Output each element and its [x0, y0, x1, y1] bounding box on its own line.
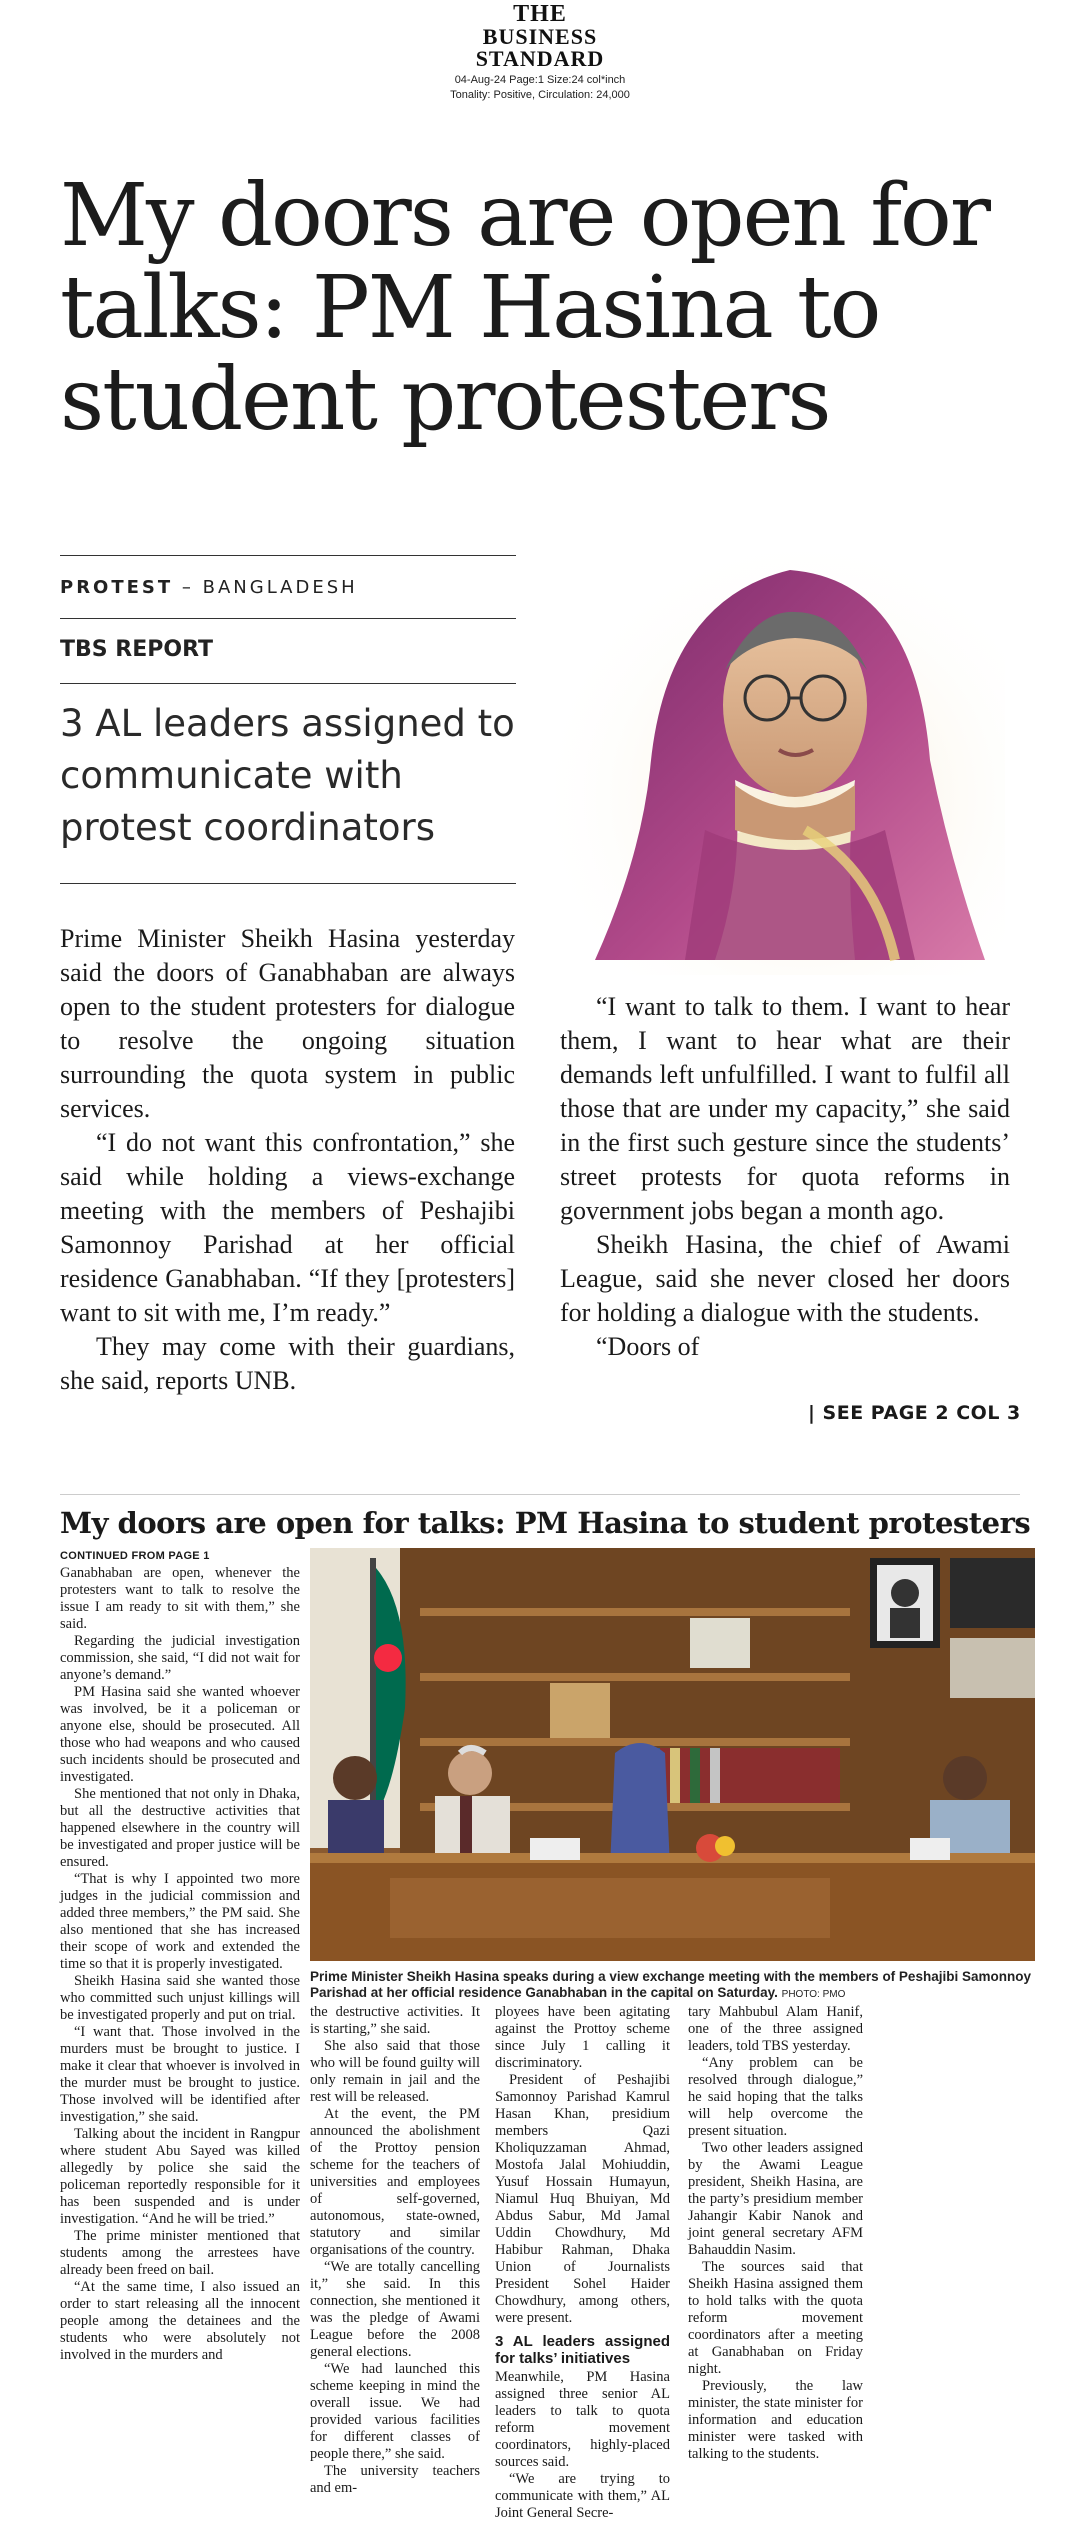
clip-info-line: 04-Aug-24 Page:1 Size:24 col*inch — [454, 74, 626, 86]
logo-line: BUSINESS — [482, 24, 598, 49]
paragraph: Ganabhaban are open, whenever the protesters want to talk to resolve the issue I am ready to sit with them,” she said. — [60, 1565, 300, 1632]
paragraph: “We had launched this scheme keeping in mind the overall issue. We had provided various facilities for different classes of people there,” she said. — [310, 2361, 480, 2462]
article-subhead: 3 AL leaders assigned to communicate with protest coordinators — [60, 702, 515, 849]
continuation-col-3 — [495, 2004, 670, 2522]
article-headline: My doors are open for talks: PM Hasina to student protesters — [60, 166, 989, 450]
clip-info-line: Tonality: Positive, Circulation: 24,000 — [450, 89, 630, 101]
photo-credit: PHOTO: PMO — [781, 1989, 846, 2000]
paragraph: “At the same time, I also issued an order to start releasing all the innocent people among the detainees and the students who were absolutely not involved in the murders and — [60, 2279, 300, 2363]
divider — [60, 683, 516, 684]
article-body-right — [560, 990, 1010, 1364]
paragraph: She also said that those who will be found guilty will only remain in jail and the rest will be released. — [310, 2038, 480, 2105]
paragraph: They may come with their guardians, she said, reports UNB. — [60, 1332, 515, 1395]
paragraph: ployees have been agitating against the Prottoy scheme since July 1 calling it discriminatory. — [495, 2004, 670, 2071]
paragraph: Regarding the judicial investigation commission, she said, “I did not wait for anyone’s demand.” — [60, 1633, 300, 1683]
see-page-jump: | SEE PAGE 2 COL 3 — [808, 1402, 1021, 1424]
byline: TBS REPORT — [60, 637, 214, 662]
continuation-col-1 — [60, 1548, 300, 2364]
divider — [60, 1494, 1020, 1495]
paragraph: “That is why I appointed two more judges in the judicial commission and added three members,” the PM said. She also mentioned that she has increased their scope of work and extended the time so that it is properly investigated. — [60, 1871, 300, 1972]
paragraph: “Doors of — [596, 1332, 700, 1361]
paragraph: President of Peshajibi Samonnoy Parishad Kamrul Hasan Khan, presidium members Qazi Kholiquzzaman Ahmad, Mostofa Jalal Mohiuddin, Yusuf Hossain Humayun, Niamul Huq Bhuiyan, Md Abdus Sabur, Md Jamal Uddin Chowdhury, Md Habibur Rahman, Dhaka Union of Journalists President Sohel Haider Chowdhury, among others, were present. — [495, 2072, 670, 2326]
paragraph: “I want to talk to them. I want to hear them, I want to hear what are their demands left unfulfilled. I want to fulfil all those that are under my capacity,” she said in the first such gesture since the students’ street protests for quota reforms in government jobs began a month ago. — [560, 992, 1010, 1225]
caption-text: Prime Minister Sheikh Hasina speaks during a view exchange meeting with the members of Peshajibi Samonnoy Parishad at her official residence Ganabhaban in the capital on Saturday. — [310, 1969, 1031, 2000]
logo-line: STANDARD — [475, 46, 605, 71]
masthead — [0, 2, 1080, 103]
paragraph: “We are totally cancelling it,” she said. In this connection, she mentioned it was the pledge of Awami League before the 2008 general elections. — [310, 2259, 480, 2360]
paragraph: “We are trying to communicate with them,” AL Joint General Secre- — [495, 2471, 670, 2521]
paragraph: “Any problem can be resolved through dialogue,” he said hoping that the talks will help overcome the present situation. — [688, 2055, 863, 2139]
paragraph: Sheikh Hasina, the chief of Awami League, said she never closed her doors for holding a dialogue with the students. — [560, 1230, 1010, 1327]
paragraph: The sources said that Sheikh Hasina assigned them to hold talks with the quota reform movement coordinators after a meeting at Ganabhaban on Friday night. — [688, 2259, 863, 2377]
paragraph: Two other leaders assigned by the Awami League president, Sheikh Hasina, are the party’s presidium member Jahangir Kabir Nanok and joint general secretary AFM Bahauddin Nasim. — [688, 2140, 863, 2258]
paragraph: At the event, the PM announced the abolishment of the Prottoy pension scheme for the teachers of universities and employees of self-governed, autonomous, state-owned, statutory and similar organisations of the country. — [310, 2106, 480, 2258]
paragraph: the destructive activities. It is starting,” she said. — [310, 2004, 480, 2037]
article-body-left — [60, 922, 515, 1398]
divider — [60, 618, 516, 619]
paragraph: “I do not want this confrontation,” she said while holding a views-exchange meeting with the members of Peshajibi Samonnoy Parishad at her official residence Ganabhaban. “If they [protesters] want to sit with me, I’m ready.” — [60, 1128, 515, 1327]
divider — [60, 555, 516, 556]
publication-logo — [476, 2, 605, 70]
continuation-col-2 — [310, 2004, 480, 2497]
paragraph: Sheikh Hasina said she wanted those who committed such unjust killings will be investigated properly and put on trial. — [60, 1973, 300, 2023]
kicker — [60, 577, 358, 598]
paragraph: “I want that. Those involved in the murders must be brought to justice. I make it clear that whoever is involved in the murder must be brought to justice. Those involved will be identified after investigation,” she said. — [60, 2024, 300, 2125]
kicker-section: PROTEST — [60, 577, 174, 598]
logo-line: THE — [513, 1, 567, 27]
kicker-topic: BANGLADESH — [202, 577, 358, 598]
continued-label: CONTINUED FROM PAGE 1 — [60, 1550, 210, 1562]
kicker-separator: – — [173, 577, 203, 598]
paragraph: Talking about the incident in Rangpur where student Abu Sayed was killed allegedly by police she said the policeman reportedly responsible for it has been suspended and is under investigation. “And he will be tried.” — [60, 2126, 300, 2227]
paragraph: PM Hasina said she wanted whoever was involved, be it a policeman or anyone else, should be prosecuted. All those who had weapons and who caused such incidents should be prosecuted and investigated. — [60, 1684, 300, 1785]
continuation-col-4 — [688, 2004, 863, 2463]
paragraph: The university teachers and em- — [310, 2463, 480, 2496]
section-subhead: 3 AL leaders assigned for talks’ initiatives — [495, 2333, 670, 2367]
meeting-photo — [310, 1548, 1035, 1961]
continuation-headline: My doors are open for talks: PM Hasina to student protesters — [60, 1506, 1031, 1540]
paragraph: tary Mahbubul Alam Hanif, one of the three assigned leaders, told TBS yesterday. — [688, 2004, 863, 2054]
paragraph: She mentioned that not only in Dhaka, but all the destructive activities that happened elsewhere in the country will be investigated and proper justice will be ensured. — [60, 1786, 300, 1870]
portrait-illustration — [555, 530, 1005, 975]
clip-info — [0, 73, 1080, 103]
paragraph: Previously, the law minister, the state minister for information and education minister were tasked with talking to the students. — [688, 2378, 863, 2462]
divider — [60, 883, 516, 884]
paragraph: The prime minister mentioned that students among the arrestees have already been freed on bail. — [60, 2228, 300, 2278]
paragraph: Meanwhile, PM Hasina assigned three senior AL leaders to talk to quota reform movement coordinators, highly-placed sources said. — [495, 2369, 670, 2470]
photo-caption — [310, 1969, 1035, 2003]
paragraph: Prime Minister Sheikh Hasina yesterday said the doors of Ganabhaban are always open to the student protesters for dialogue to resolve the ongoing situation surrounding the quota system in public services. — [60, 924, 515, 1123]
